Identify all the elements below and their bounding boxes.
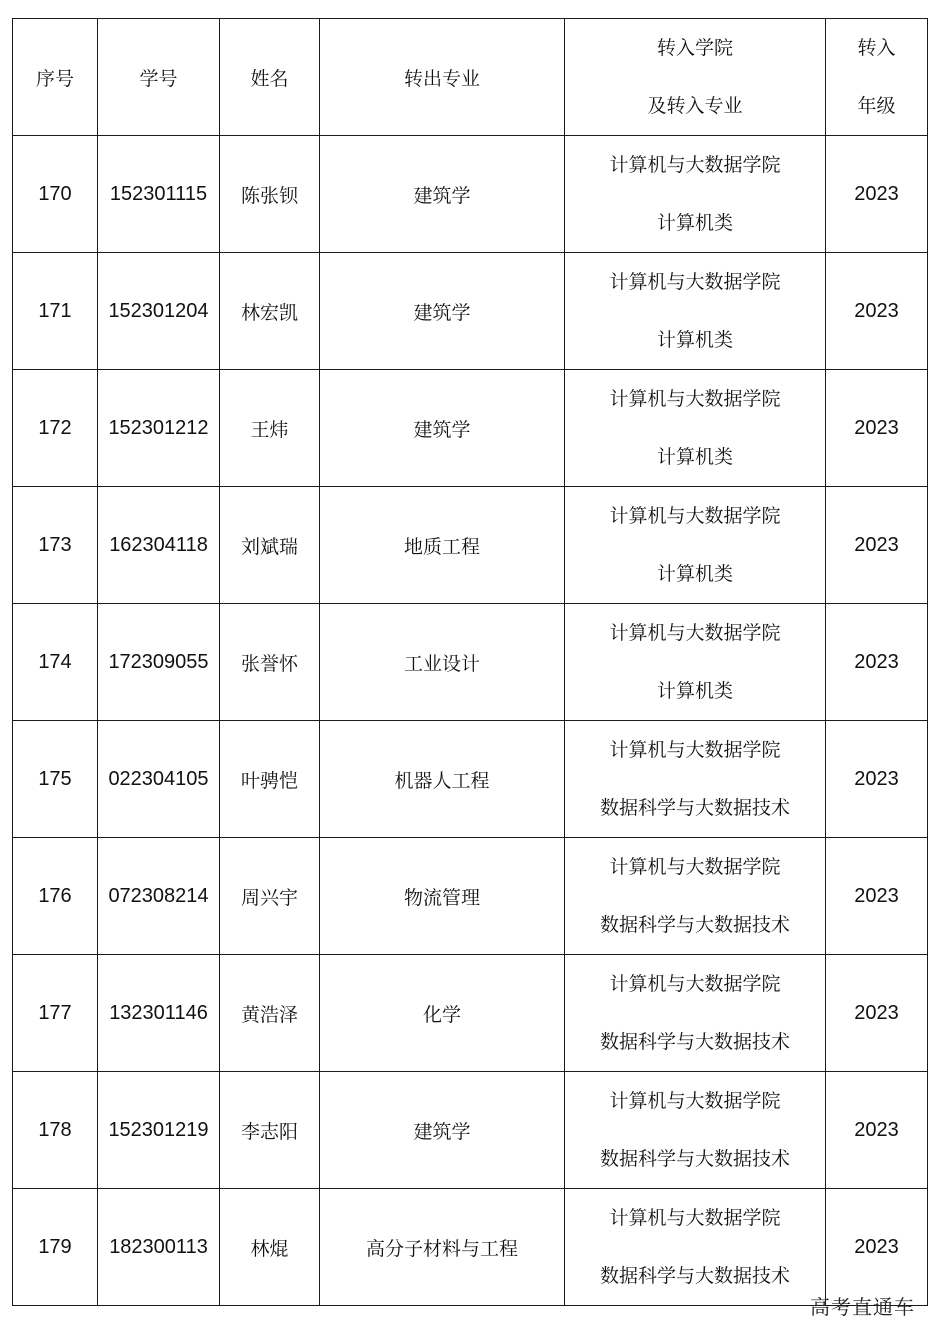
table-row <box>13 1072 928 1189</box>
cell-grade: 2023 <box>826 604 928 721</box>
cell-seq: 179 <box>13 1189 98 1306</box>
header-grade <box>826 19 928 136</box>
to-college-text: 计算机与大数据学院 <box>609 505 781 527</box>
cell-to-college-major <box>565 955 826 1072</box>
cell-seq: 175 <box>13 721 98 838</box>
cell-to-college-major <box>565 721 826 838</box>
cell-from-major: 建筑学 <box>320 136 565 253</box>
cell-to-college-major <box>565 604 826 721</box>
cell-grade: 2023 <box>826 370 928 487</box>
table-row <box>13 253 928 370</box>
cell-name: 王炜 <box>220 370 320 487</box>
cell-student-id: 022304105 <box>98 721 220 838</box>
header-to-college-line2: 及转入专业 <box>647 95 743 117</box>
to-major-text: 数据科学与大数据技术 <box>599 1265 790 1287</box>
cell-student-id: 132301146 <box>98 955 220 1072</box>
table-row <box>13 604 928 721</box>
to-college-text: 计算机与大数据学院 <box>609 388 781 410</box>
cell-student-id: 182300113 <box>98 1189 220 1306</box>
cell-to-college-major <box>565 838 826 955</box>
cell-from-major: 建筑学 <box>320 1072 565 1189</box>
to-college-text: 计算机与大数据学院 <box>609 739 781 761</box>
header-row <box>13 19 928 136</box>
cell-seq: 173 <box>13 487 98 604</box>
cell-student-id: 152301212 <box>98 370 220 487</box>
cell-from-major: 工业设计 <box>320 604 565 721</box>
cell-name: 黄浩泽 <box>220 955 320 1072</box>
to-college-text: 计算机与大数据学院 <box>609 1090 781 1112</box>
cell-to-college-major <box>565 136 826 253</box>
cell-grade: 2023 <box>826 136 928 253</box>
table-row <box>13 838 928 955</box>
cell-name: 叶骋恺 <box>220 721 320 838</box>
cell-student-id: 152301115 <box>98 136 220 253</box>
table-row <box>13 955 928 1072</box>
header-grade-line2: 年级 <box>857 95 896 117</box>
cell-seq: 177 <box>13 955 98 1072</box>
to-college-text: 计算机与大数据学院 <box>609 973 781 995</box>
cell-name: 林宏凯 <box>220 253 320 370</box>
cell-grade: 2023 <box>826 253 928 370</box>
cell-seq: 176 <box>13 838 98 955</box>
cell-from-major: 建筑学 <box>320 253 565 370</box>
watermark-text: 高考直通车 <box>810 1295 915 1319</box>
roster-body <box>13 136 928 1306</box>
cell-from-major: 化学 <box>320 955 565 1072</box>
cell-name: 张誉怀 <box>220 604 320 721</box>
cell-grade: 2023 <box>826 1072 928 1189</box>
cell-name: 陈张钡 <box>220 136 320 253</box>
cell-name: 李志阳 <box>220 1072 320 1189</box>
header-to-college-line1: 转入学院 <box>656 37 733 59</box>
to-major-text: 数据科学与大数据技术 <box>599 1148 790 1170</box>
to-college-text: 计算机与大数据学院 <box>609 622 781 644</box>
header-from-major: 转出专业 <box>320 19 565 136</box>
to-college-text: 计算机与大数据学院 <box>609 856 781 878</box>
to-college-text: 计算机与大数据学院 <box>609 271 781 293</box>
cell-student-id: 172309055 <box>98 604 220 721</box>
table-row <box>13 136 928 253</box>
cell-from-major: 建筑学 <box>320 370 565 487</box>
to-major-text: 计算机类 <box>656 329 733 351</box>
cell-grade: 2023 <box>826 1189 928 1306</box>
cell-from-major: 地质工程 <box>320 487 565 604</box>
cell-seq: 174 <box>13 604 98 721</box>
to-major-text: 计算机类 <box>656 680 733 702</box>
cell-to-college-major <box>565 370 826 487</box>
table-row <box>13 487 928 604</box>
to-major-text: 计算机类 <box>656 212 733 234</box>
cell-from-major: 高分子材料与工程 <box>320 1189 565 1306</box>
cell-student-id: 152301204 <box>98 253 220 370</box>
to-college-text: 计算机与大数据学院 <box>609 1207 781 1229</box>
header-to-college <box>565 19 826 136</box>
table-row <box>13 721 928 838</box>
to-major-text: 数据科学与大数据技术 <box>599 1031 790 1053</box>
header-grade-line1: 转入 <box>857 37 896 59</box>
to-major-text: 计算机类 <box>656 563 733 585</box>
table-row <box>13 370 928 487</box>
cell-seq: 178 <box>13 1072 98 1189</box>
cell-to-college-major <box>565 487 826 604</box>
header-name: 姓名 <box>220 19 320 136</box>
cell-from-major: 机器人工程 <box>320 721 565 838</box>
cell-grade: 2023 <box>826 487 928 604</box>
cell-seq: 172 <box>13 370 98 487</box>
to-major-text: 数据科学与大数据技术 <box>599 797 790 819</box>
header-student-id: 学号 <box>98 19 220 136</box>
cell-to-college-major <box>565 1072 826 1189</box>
to-college-text: 计算机与大数据学院 <box>609 154 781 176</box>
cell-name: 林焜 <box>220 1189 320 1306</box>
cell-student-id: 162304118 <box>98 487 220 604</box>
cell-to-college-major <box>565 253 826 370</box>
table-row <box>13 1189 928 1306</box>
cell-name: 刘斌瑞 <box>220 487 320 604</box>
cell-from-major: 物流管理 <box>320 838 565 955</box>
transfer-roster-table <box>12 18 928 1306</box>
cell-student-id: 072308214 <box>98 838 220 955</box>
cell-to-college-major <box>565 1189 826 1306</box>
to-major-text: 数据科学与大数据技术 <box>599 914 790 936</box>
cell-student-id: 152301219 <box>98 1072 220 1189</box>
cell-seq: 171 <box>13 253 98 370</box>
to-major-text: 计算机类 <box>656 446 733 468</box>
cell-grade: 2023 <box>826 721 928 838</box>
cell-seq: 170 <box>13 136 98 253</box>
cell-name: 周兴宇 <box>220 838 320 955</box>
header-seq: 序号 <box>13 19 98 136</box>
cell-grade: 2023 <box>826 838 928 955</box>
cell-grade: 2023 <box>826 955 928 1072</box>
